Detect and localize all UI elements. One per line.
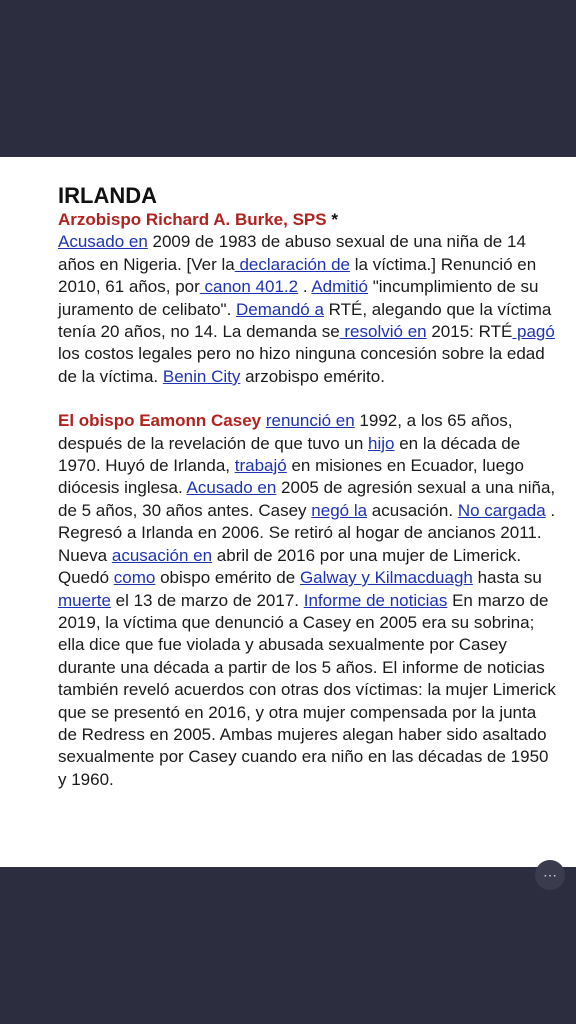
link-hijo[interactable]: hijo: [368, 433, 395, 453]
text-segment: "incumplimiento de su juramento de celibato".: [58, 277, 539, 319]
text-segment: obispo emérito de: [155, 568, 300, 588]
link-declaracion[interactable]: declaración de: [234, 254, 351, 274]
link-trabajo[interactable]: trabajó: [234, 456, 287, 476]
link-acusado-en-2[interactable]: Acusado en: [186, 478, 277, 498]
top-frame-band: [0, 0, 576, 157]
text-segment: el 13 de marzo de 2017.: [110, 590, 304, 610]
text-segment: los costos legales pero no hizo ninguna concesión sobre la edad de la víctima.: [58, 344, 545, 386]
text-segment: arzobispo emérito.: [240, 366, 385, 386]
text-segment: .: [298, 277, 312, 297]
link-pago[interactable]: pagó: [512, 322, 555, 342]
link-renuncio[interactable]: renunció en: [265, 411, 355, 431]
link-no-cargada[interactable]: No cargada: [457, 500, 546, 520]
document-content: [58, 183, 558, 813]
text-segment: 2009 de 1983 de abuso sexual de una niña de 14 años en Nigeria. [Ver la: [58, 232, 526, 274]
text-segment: hasta su: [472, 568, 542, 588]
text-segment: en la década de 1970. Huyó de Irlanda,: [58, 433, 521, 476]
link-acusado-en[interactable]: Acusado en: [58, 232, 148, 252]
link-canon[interactable]: canon 401.2: [199, 277, 299, 297]
more-options-icon[interactable]: ⋯: [535, 860, 565, 890]
person-name-burke: Arzobispo Richard A. Burke, SPS: [58, 210, 327, 229]
link-benin-city[interactable]: Benin City: [162, 366, 241, 386]
country-heading: IRLANDA: [58, 183, 157, 208]
entry-burke: [58, 209, 558, 388]
text-segment: 2005 de agresión sexual a una niña, de 5 años, 30 años antes. Casey: [58, 478, 556, 520]
text-segment: . Regresó a Irlanda en 2006. Se retiró al hogar de ancianos 2011. Nueva: [58, 500, 556, 565]
link-informe[interactable]: Informe de noticias: [303, 590, 448, 610]
document-page: [0, 157, 576, 867]
link-demando[interactable]: Demandó a: [236, 299, 324, 319]
text-segment: 1992, a los 65 años, después de la revelación de que tuvo un: [58, 411, 513, 453]
text-segment: la víctima.] Renunció en 2010, 61 años, por: [58, 254, 537, 297]
link-resolvio[interactable]: resolvió en: [339, 322, 427, 342]
text-segment: RTÉ, alegando que la víctima tenía 20 años, no 14. La demanda se: [58, 299, 552, 342]
text-segment: acusación.: [367, 500, 458, 520]
person-name-casey: El obispo Eamonn Casey: [58, 411, 262, 431]
link-galway[interactable]: Galway y Kilmacduagh: [299, 568, 473, 588]
link-nego[interactable]: negó la: [311, 500, 368, 520]
text-segment: abril de 2016 por una mujer de Limerick. Quedó: [58, 545, 522, 588]
link-admitio[interactable]: Admitió: [311, 277, 369, 297]
entry-casey: [58, 410, 558, 791]
link-acusacion[interactable]: acusación en: [111, 545, 213, 565]
text-segment: 2015: RTÉ: [426, 322, 513, 342]
bottom-frame-band: [0, 867, 576, 1024]
text-segment: en misiones en Ecuador, luego diócesis inglesa.: [58, 456, 524, 498]
link-como[interactable]: como: [113, 568, 156, 588]
asterisk-marker: *: [326, 210, 338, 229]
link-muerte[interactable]: muerte: [58, 590, 111, 610]
text-segment: En marzo de 2019, la víctima que denunció a Casey en 2005 era su sobrina; ella dice que fue violada y abusada sexualmente por Casey durante una década a partir de los 5 años. El informe de noticias también reveló acuerdos con otras dos víctimas: la mujer Limerick que se presentó en 2016, y otra mujer compensada por la junta de Redress en 2005. Ambas mujeres alegan haber sido asaltado sexualmente por Casey cuando era niño en las décadas de 1950 y 1960.: [58, 590, 556, 789]
